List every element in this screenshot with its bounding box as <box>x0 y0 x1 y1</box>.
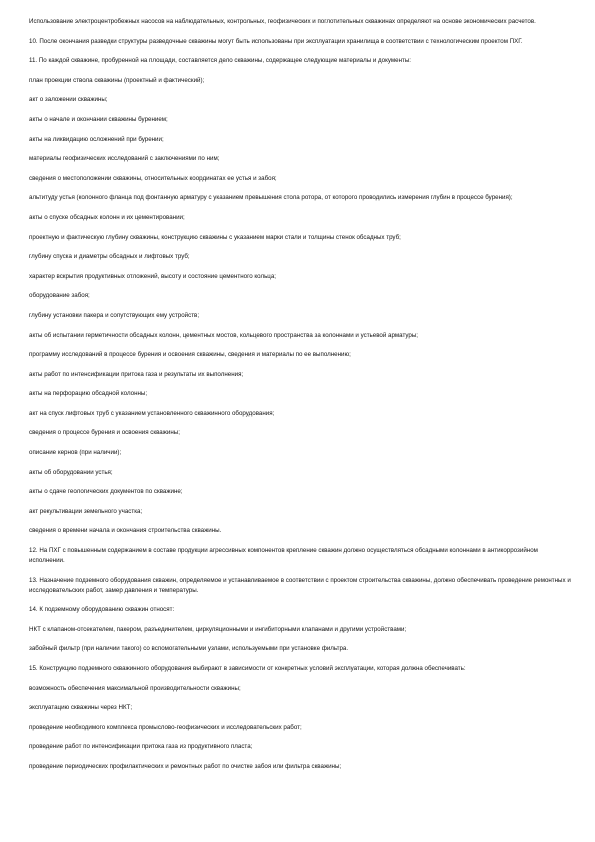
paragraph: акты об оборудовании устья; <box>29 468 113 476</box>
paragraph: сведения о процессе бурения и освоения скважины; <box>29 429 180 437</box>
paragraph: акты работ по интенсификации притока газа и результаты их выполнения; <box>29 370 244 378</box>
paragraph: материалы геофизических исследований с заключениями по ним; <box>29 155 220 163</box>
paragraph: сведения о времени начала и окончания строительства скважины. <box>29 527 222 535</box>
paragraph: возможность обеспечения максимальной производительности скважины; <box>29 684 241 692</box>
paragraph: акт о заложении скважины; <box>29 96 108 104</box>
paragraph: акт на спуск лифтовых труб с указанием установленного скважинного оборудования; <box>29 409 275 417</box>
paragraph: забойный фильтр (при наличии такого) со вспомогательными узлами, используемыми при установке фильтра. <box>29 645 349 653</box>
paragraph: глубину спуска и диаметры обсадных и лифтовых труб; <box>29 253 190 261</box>
paragraph: акт рекультивации земельного участка; <box>29 507 143 515</box>
paragraph: акты о спуске обсадных колонн и их цементировании; <box>29 213 185 221</box>
paragraph: глубину установки пакера и сопутствующих ему устройств; <box>29 311 200 319</box>
paragraph: характер вскрытия продуктивных отложений, высоту и состояние цементного кольца; <box>29 272 276 280</box>
paragraph: описание кернов (при наличии); <box>29 449 122 457</box>
paragraph: 12. На ПХГ с повышенным содержанием в составе продукции агрессивных компонентов крепление скважин должно осуществляться обсадными колоннами в антикоррозийном исполнении. <box>29 547 538 565</box>
paragraph: план проекции ствола скважины (проектный и фактический); <box>29 76 205 84</box>
paragraph: акты о сдаче геологических документов по скважине; <box>29 488 183 496</box>
document-body <box>29 17 575 782</box>
paragraph: проектную и фактическую глубину скважины, конструкцию скважины с указанием марки стали и толщины стенок обсадных труб; <box>29 233 401 241</box>
paragraph: сведения о местоположении скважины, относительных координатах ее устья и забоя; <box>29 174 277 182</box>
paragraph: акты на ликвидацию осложнений при бурении; <box>29 135 164 143</box>
paragraph: 13. Назначение подземного оборудования скважин, определяемое и устанавливаемое в соответствии с проектом строительства скважины, должно обеспечивать проведение ремонтных и исследовательских работ, замер давления и температуры. <box>29 576 571 594</box>
paragraph: программу исследований в процессе бурения и освоения скважины, сведения и материалы по ее выполнению; <box>29 351 351 359</box>
paragraph: 10. После окончания разведки структуры разведочные скважины могут быть использованы при эксплуатации хранилища в соответствии с технологическим проектом ПХГ. <box>29 37 523 45</box>
paragraph: альтитуду устья (колонного фланца под фонтанную арматуру с указанием превышения стола ротора, от которого проводились измерения глубин в процессе бурения); <box>29 194 513 202</box>
paragraph: НКТ с клапаном-отсекателем, пакером, разъединителем, циркуляционными и ингибиторными клапанами и другими устройствами; <box>29 625 407 633</box>
paragraph: проведение периодических профилактических и ремонтных работ по очистке забоя или фильтра скважины; <box>29 762 342 770</box>
paragraph: 14. К подземному оборудованию скважин относят: <box>29 606 175 614</box>
paragraph: акты об испытании герметичности обсадных колонн, цементных мостов, кольцевого пространства за колоннами и устьевой арматуры; <box>29 331 419 339</box>
paragraph: оборудование забоя; <box>29 292 90 300</box>
paragraph: эксплуатацию скважины через НКТ; <box>29 704 133 712</box>
paragraph: акты на перфорацию обсадной колонны; <box>29 390 148 398</box>
paragraph: акты о начале и окончании скважины бурением; <box>29 115 168 123</box>
paragraph: проведение работ по интенсификации притока газа из продуктивного пласта; <box>29 743 253 751</box>
paragraph: 15. Конструкцию подземного скважинного оборудования выбирают в зависимости от конкретных условий эксплуатации, которая должна обеспечивать: <box>29 665 466 672</box>
paragraph: 11. По каждой скважине, пробуренной на площади, составляется дело скважины, содержащее следующие материалы и документы: <box>29 57 412 65</box>
paragraph: проведение необходимого комплекса промыслово-геофизических и исследовательских работ; <box>29 723 302 731</box>
paragraph: Использование электроцентробежных насосов на наблюдательных, контрольных, геофизических и поглотительных скважинах определяют на основе экономических расчетов. <box>29 18 536 25</box>
